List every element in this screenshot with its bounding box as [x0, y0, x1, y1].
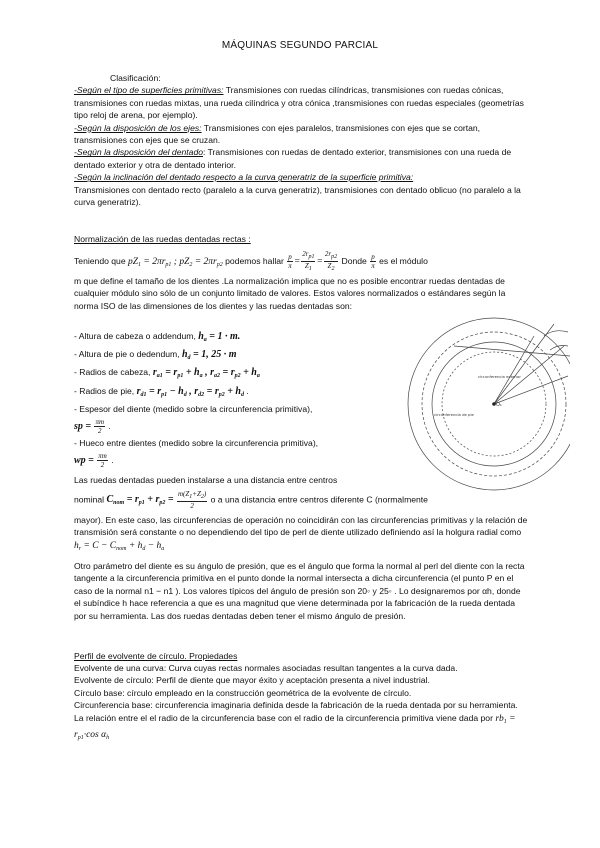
classification-heading: Clasificación:: [110, 73, 161, 83]
normalization-paragraph-1: m que define el tamaño de los dientes .La normalización implica que no es posible encontrar ruedas dentadas de cualquier módulo sino sólo de un conjunto limitado de valores. Estos valores normalizados o estándares según la norma ISO de las dimensiones de los dientes y las ruedas dentadas son:: [74, 276, 506, 311]
normalization-heading: Normalización de las ruedas dentadas rectas :: [74, 234, 251, 244]
classification-item-2: -Según la disposición de los ejes: Transmisiones con ejes paralelos, transmisiones con ejes que se cortan, transmisiones con ejes que se cruzan.: [74, 122, 481, 146]
profile-section: Evolvente de una curva: Curva cuyas rectas normales asociadas resultan tangentes a la curva dada. Evolvente de círculo: Perfil de diente que mayor éxito y aceptación presenta a nivel industrial. Círculo base: círculo empleado en la construcción geométrica de la evolvente de círculo. Circunferencia base: circunferencia imaginaria definida desde la fabricación de la rueda dentada por su herramienta. La relación entre el el radio de la circunferencia base con el radio de la circunferencia primitiva viene dada por $rb_1 = r_{p1}\cdot\cos$ $\alpha_h$: [74, 663, 518, 742]
normalization-intro: Teniendo que $pZ_1 = 2\pi r_{p1}$ ; $pZ_2 = 2\pi r_{p2}$ podemos hallar $\frac{p}{\pi}$ = $\frac{2r_{p1}}{Z_1}$ = $\frac{2r_{p2}}{Z_2}$ Donde $\frac{p}{\pi}$ es el módulo: [74, 250, 428, 272]
nominal-distance-line: nominal $C_{nom} = r_{p1} + r_{p2}$ = $\frac{m(Z_1+Z_2)}{2}$ o a una distancia entre centros diferente C (normalmente: [74, 490, 428, 510]
item-tooth-space: - Hueco entre dientes (medido sobre la circunferencia primitiva),: [74, 438, 319, 448]
normalization-paragraph-3: mayor). En este caso, las circunferencias de operación no coincidirán con las circunferencias primitivas y la relación de transmisión será constante o no dependiendo del tipo de perl de diente utilizado definiendo así la holgura radial como $h_r = C - C_{nom} + h_d - h_a$: [74, 515, 528, 552]
classification-item-1: -Según el tipo de superficies primitivas: Transmisiones con ruedas cilíndricas, transmisiones con ruedas cónicas, transmisiones con ruedas mixtas, una rueda cilíndrica y otra cónica ,transmisiones con ruedas especiales (geometrías tipo reloj de arena, por ejemplo).: [74, 85, 524, 121]
gear-diagram: [394, 316, 570, 496]
formula-module: $\frac{p}{\pi}$: [288, 253, 292, 270]
classification-item-3: -Según la disposición del dentado: Transmisiones con ruedas de dentado exterior, transmisiones con una rueda de dentado exterior y otra de dentado interior.: [74, 147, 512, 170]
classification-item-4: -Según la inclinación del dentado respecto a la curva generatriz de la superficie primitiva: Transmisiones con dentado recto (paralelo a la curva generatriz), transmisiones con dentado oblicuo (no paralelo a la curva generatriz).: [74, 172, 521, 208]
item-dedendum: - Altura de pie o dedendum, $h_d = 1$, 25 · m: [74, 349, 237, 361]
formula-pitch: $pZ_1 = 2\pi r_{p1}$ ; $pZ_2 = 2\pi r_{p2}$: [128, 256, 223, 268]
figure-label-outer: circunferencia exterior: [478, 374, 521, 379]
profile-heading: Perfil de evolvente de círculo. Propiedades: [74, 651, 238, 661]
figure-label-root: circunferencia de pie: [434, 412, 474, 417]
formula-wp: wp = $\frac{\pi m}{2}$ .: [74, 452, 114, 469]
normalization-paragraph-4: Otro parámetro del diente es su ángulo de presión, que es el ángulo que forma la normal al perl del diente con la recta tangente a la circunferencia primitiva en el punto donde la normal intersecta a dicha circunferencia (el punto P en el caso de la normal n1 − n1 ). Los valores típicos del ángulo de presión son 20◦ y 25◦ . Lo designaremos por αh, donde el subíndice h hace referencia a que es una magnitud que viene determinada por la fabricación de la rueda dentada por su herramienta. Las dos ruedas dentadas deben tener el mismo ángulo de presión.: [74, 561, 525, 621]
svg-text:O₁: O₁: [496, 402, 502, 408]
item-addendum: - Altura de cabeza o addendum, $h_a = 1 \cdot m$.: [74, 331, 241, 343]
normalization-paragraph-2: Las ruedas dentadas pueden instalarse a una distancia entre centros: [74, 475, 338, 485]
item-head-radius: - Radios de cabeza, $r_{a1} = r_{p1} + h_a$ , $r_{a2} = r_{p2} + h_a$: [74, 367, 260, 379]
formula-sp: sp = $\frac{\pi m}{2}$ .: [74, 418, 111, 435]
item-foot-radius: - Radios de pie, $r_{d1} = r_{p1} - h_d$ , $r_{d2} = r_{p2} + h_d$ .: [74, 386, 249, 398]
item-tooth-thickness: - Espesor del diente (medido sobre la circunferencia primitiva),: [74, 404, 313, 414]
classification-section: [74, 72, 530, 208]
page-title: MÁQUINAS SEGUNDO PARCIAL: [221, 40, 379, 51]
